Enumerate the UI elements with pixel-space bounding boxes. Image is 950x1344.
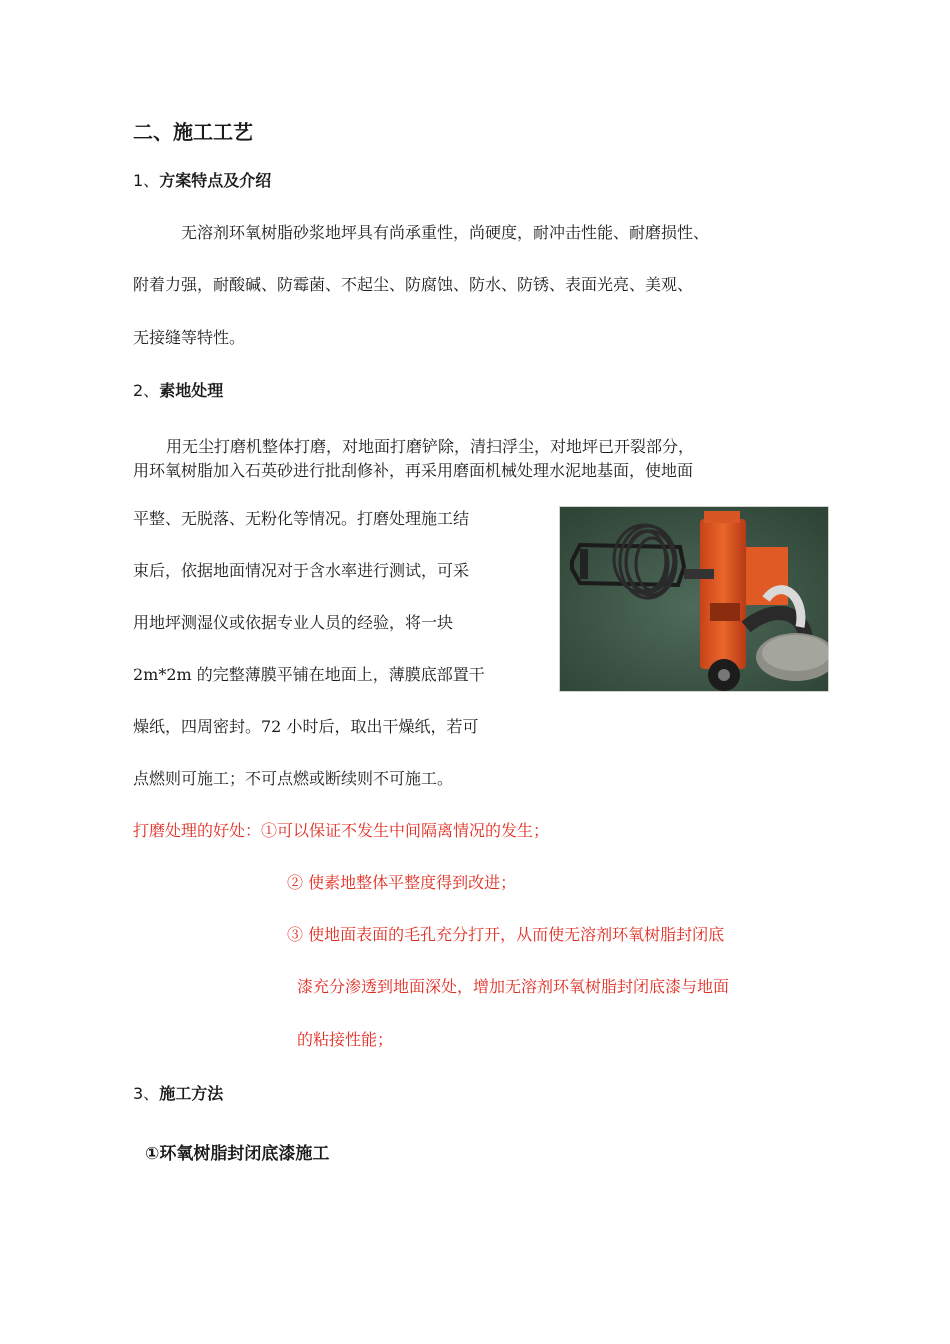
subheading-1 [133,168,271,191]
benefit-item-3-line-3: 的粘接性能； [297,1030,394,1049]
intro-line-2: 附着力强，耐酸碱、防霉菌、不起尘、防腐蚀、防水、防锈、表面光亮、美观、 [133,275,694,294]
subheading-2-number: 2、 [133,381,160,400]
benefit-item-3-line-2: 漆充分渗透到地面深处，增加无溶剂环氧树脂封闭底漆与地面 [297,977,730,996]
benefits-lead: 打磨处理的好处：①可以保证不发生中间隔离情况的发生； [133,821,550,840]
section-title: 二、施工工艺 [133,120,253,144]
grinder-illustration [560,507,828,691]
method-1-heading: ①环氧树脂封闭底漆施工 [145,1144,330,1164]
prep-line-2: 用环氧树脂加入石英砂进行批刮修补，再采用磨面机械处理水泥地基面，使地面 [133,461,694,480]
benefit-item-3-line-1: ③ 使地面表面的毛孔充分打开，从而使无溶剂环氧树脂封闭底 [287,925,725,944]
intro-line-3: 无接缝等特性。 [133,328,246,347]
subheading-1-number: 1、 [133,171,160,190]
intro-line-1: 无溶剂环氧树脂砂浆地坪具有尚承重性，尚硬度，耐冲击性能、耐磨损性、 [181,223,710,242]
subheading-3-number: 3、 [133,1084,160,1103]
subheading-3-title: 施工方法 [159,1084,224,1103]
prep-line-3: 平整、无脱落、无粉化等情况。打磨处理施工结 [133,509,470,528]
subheading-1-title: 方案特点及介绍 [159,171,272,190]
prep-line-1: 用无尘打磨机整体打磨，对地面打磨铲除，清扫浮尘，对地坪已开裂部分， [166,437,695,456]
prep-line-6: 2m*2m 的完整薄膜平铺在地面上，薄膜底部置干 [133,665,485,684]
prep-line-5: 用地坪测湿仪或依据专业人员的经验，将一块 [133,613,454,632]
subheading-2 [133,378,223,401]
prep-line-7: 燥纸，四周密封。72 小时后，取出干燥纸，若可 [133,717,479,736]
prep-line-8: 点燃则可施工；不可点燃或断续则不可施工。 [133,769,454,788]
floor-grinding-machine-photo [559,506,829,692]
subheading-2-title: 素地处理 [159,381,224,400]
benefit-item-2: ② 使素地整体平整度得到改进； [287,873,517,892]
subheading-3 [133,1081,223,1104]
prep-line-4: 束后，依据地面情况对于含水率进行测试，可采 [133,561,470,580]
